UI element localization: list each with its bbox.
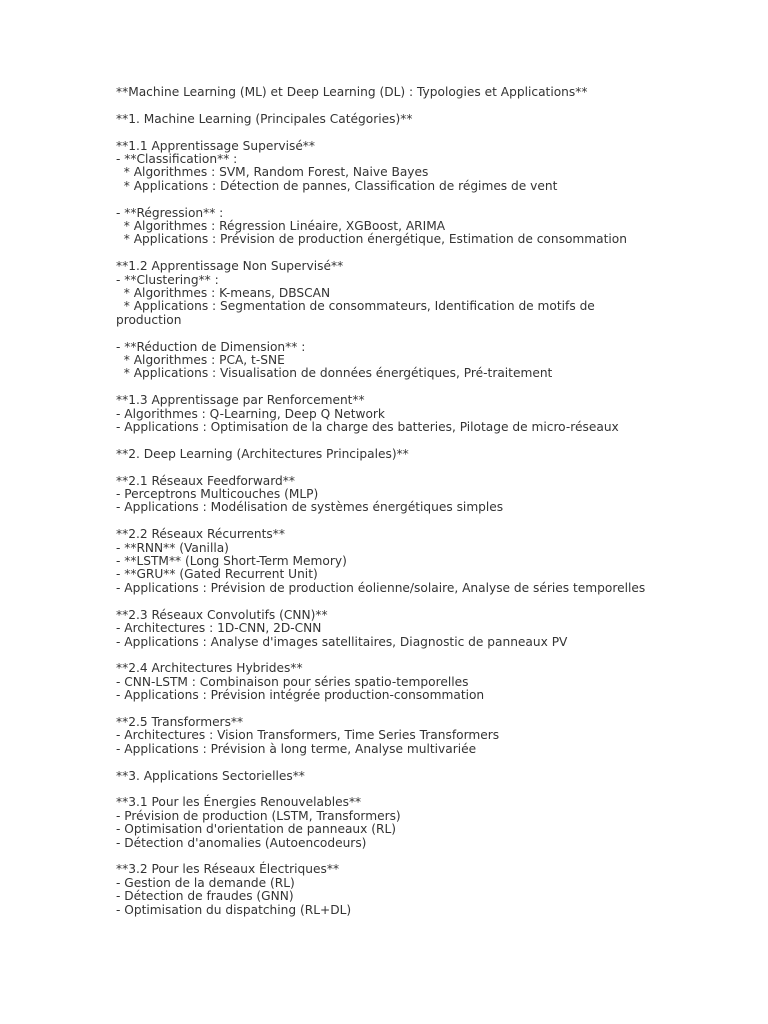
document-line: * Applications : Visualisation de données énergétiques, Pré-traitement: [116, 366, 553, 381]
blank-line: [116, 434, 656, 447]
document-line: - CNN-LSTM : Combinaison pour séries spatio-temporelles: [116, 674, 469, 689]
document-body: [116, 86, 656, 917]
document-line: **2.1 Réseaux Feedforward**: [116, 473, 295, 488]
document-line: **2.5 Transformers**: [116, 714, 244, 729]
document-line: **2.3 Réseaux Convolutifs (CNN)**: [116, 607, 328, 622]
document-line: - Applications : Prévision de production éolienne/solaire, Analyse de séries temporelles: [116, 580, 646, 595]
document-line: **3.1 Pour les Énergies Renouvelables**: [116, 795, 362, 810]
document-line: **1. Machine Learning (Principales Catégories)**: [116, 111, 413, 126]
document-line: - **Régression** :: [116, 205, 224, 220]
document-line: **2.2 Réseaux Récurrents**: [116, 527, 285, 542]
document-line: * Algorithmes : Régression Linéaire, XGBoost, ARIMA: [116, 219, 446, 234]
document-line: - Applications : Prévision à long terme, Analyse multivariée: [116, 741, 477, 756]
blank-line: [116, 327, 656, 340]
document-line: - Applications : Prévision intégrée production-consommation: [116, 688, 485, 703]
document-line: - Gestion de la demande (RL): [116, 875, 295, 890]
document-line: * Algorithmes : PCA, t-SNE: [116, 353, 285, 368]
document-line: * Algorithmes : SVM, Random Forest, Naive Bayes: [116, 165, 429, 180]
document-line: **1.3 Apprentissage par Renforcement**: [116, 393, 365, 408]
document-line: - Applications : Modélisation de systèmes énergétiques simples: [116, 500, 504, 515]
document-line: **3.2 Pour les Réseaux Électriques**: [116, 862, 340, 877]
document-line: - Prévision de production (LSTM, Transformers): [116, 808, 401, 823]
document-line: **2.4 Architectures Hybrides**: [116, 661, 303, 676]
document-line: **1.1 Apprentissage Supervisé**: [116, 138, 315, 153]
document-line: - **Clustering** :: [116, 272, 219, 287]
document-line: - **Réduction de Dimension** :: [116, 339, 306, 354]
document-line: **1.2 Apprentissage Non Supervisé**: [116, 259, 344, 274]
document-line: - **RNN** (Vanilla): [116, 540, 229, 555]
document-line: - Optimisation du dispatching (RL+DL): [116, 902, 352, 917]
document-line: * Applications : Segmentation de consommateurs, Identification de motifs de production: [116, 299, 599, 327]
blank-line: [116, 247, 656, 260]
document-line: **Machine Learning (ML) et Deep Learning (DL) : Typologies et Applications**: [116, 85, 588, 99]
blank-line: [116, 595, 656, 608]
document-line: - Algorithmes : Q-Learning, Deep Q Network: [116, 406, 385, 421]
blank-line: [116, 126, 656, 139]
document-line: - Applications : Analyse d'images satellitaires, Diagnostic de panneaux PV: [116, 634, 568, 649]
blank-line: [116, 381, 656, 394]
document-line: * Applications : Prévision de production énergétique, Estimation de consommation: [116, 232, 627, 247]
blank-line: [116, 756, 656, 769]
blank-line: [116, 649, 656, 662]
blank-line: [116, 99, 656, 112]
document-line: - Applications : Optimisation de la charge des batteries, Pilotage de micro-réseaux: [116, 420, 619, 435]
blank-line: [116, 515, 656, 528]
blank-line: [116, 461, 656, 474]
document-line: **3. Applications Sectorielles**: [116, 768, 305, 783]
document-line: - Détection d'anomalies (Autoencodeurs): [116, 835, 367, 850]
document-line: - Architectures : 1D-CNN, 2D-CNN: [116, 621, 322, 636]
document-line: - **LSTM** (Long Short-Term Memory): [116, 554, 347, 569]
document-line: - Optimisation d'orientation de panneaux (RL): [116, 822, 396, 837]
blank-line: [116, 703, 656, 716]
blank-line: [116, 193, 656, 206]
document-line: **2. Deep Learning (Architectures Principales)**: [116, 446, 409, 461]
document-line: * Applications : Détection de pannes, Classification de régimes de vent: [116, 178, 558, 193]
document-line: - **GRU** (Gated Recurrent Unit): [116, 567, 318, 582]
document-line: - Détection de fraudes (GNN): [116, 889, 294, 904]
document-line: * Algorithmes : K-means, DBSCAN: [116, 286, 331, 301]
document-line: - Architectures : Vision Transformers, Time Series Transformers: [116, 728, 500, 743]
document-line: - **Classification** :: [116, 152, 238, 166]
document-line: - Perceptrons Multicouches (MLP): [116, 487, 319, 502]
